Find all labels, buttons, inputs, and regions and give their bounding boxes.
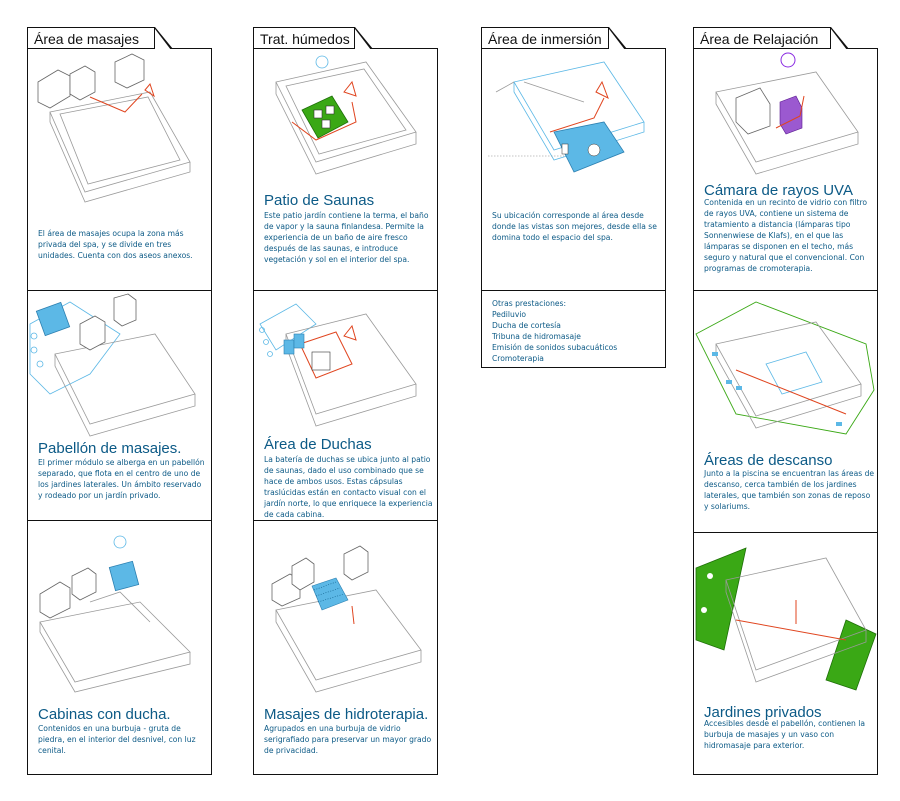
patio-text: Este patio jardín contiene la terma, el baño de vapor y la sauna finlandesa. Permite la experiencia de un baño de aire fresco después de las saunas, e introduce vegetación y sol en el interior del spa. [264,211,429,264]
divider [253,520,438,521]
divider [693,532,878,533]
divider [27,520,212,521]
descanso-title: Áreas de descanso [704,452,833,469]
otras-item: Tribuna de hidromasaje [492,332,581,341]
descanso-text: Junto a la piscina se encuentran las áreas de descanso, cerca también de los jardines laterales, que también son zonas de reposo y solariums. [704,469,875,511]
uva-drawing [696,52,876,192]
patio-title: Patio de Saunas [264,192,375,209]
uva-title: Cámara de rayos UVA [704,182,853,199]
divider [253,290,438,291]
divider [27,290,212,291]
otras-header: Otras prestaciones: [492,299,567,308]
divider [481,290,666,291]
hidro-title: Masajes de hidroterapia. [264,706,429,723]
hidroterapia-drawing [256,540,436,690]
descanso-drawing [696,294,876,444]
jardines-text: Accesibles desde el pabellón, contienen la burbuja de masajes y un vaso con hidromasaje para exterior. [704,719,866,750]
duchas-title: Área de Duchas [264,436,372,453]
masajes-intro-text: El área de masajes ocupa la zona más privada del spa, y se divide en tres unidades. Cuenta con dos aseos anexos. [38,229,193,260]
hidro-text: Agrupados en una burbuja de vidrio serigrafiado para preservar un mayor grado de privacidad. [264,724,432,755]
tab-label: Área de masajes [34,31,140,47]
jardines-drawing [696,540,876,700]
otras-item: Pediluvio [492,310,527,319]
tab-label: Área de inmersión [488,31,602,47]
tab-label: Trat. húmedos [260,31,350,47]
inmersion-drawing [484,52,664,202]
jardines-title: Jardines privados [704,704,822,721]
tab-area-relajacion [693,27,831,49]
divider [693,290,878,291]
otras-prestaciones [492,298,662,364]
tab-trat-humedos [253,27,355,49]
duchas-text: La batería de duchas se ubica junto al patio de saunas, dado el uso combinado que se hace de ambos usos. Estas cápsulas traslúcidas están en contacto visual con el jardín norte, lo que enriquece la experiencia de cada cabina. [264,455,433,519]
pabellon-drawing [30,294,210,434]
cabinas-drawing [30,532,210,692]
otras-item: Cromoterapia [492,354,544,363]
pabellon-title: Pabellón de masajes. [38,440,182,457]
uva-text: Contenida en un recinto de vidrio con filtro de rayos UVA, contiene un sistema de tratamiento a distancia (lámparas tipo Sonnenwiese de Klafs), en el que las lámparas se disponen en el techo, más seguro y natural que el convencional. Con programas de cromoterapia. [704,198,868,273]
cabinas-text: Contenidos en una burbuja - gruta de piedra, en el interior del desnivel, con luz cenital. [38,724,196,755]
masajes-plan-drawing [30,52,210,212]
inmersion-text: Su ubicación corresponde al área desde donde las vistas son mejores, desde ella se domina todo el espacio del spa. [492,211,657,242]
duchas-drawing [256,294,436,434]
otras-item: Emisión de sonidos subacuáticos [492,343,618,352]
tab-area-masajes [27,27,155,49]
cabinas-title: Cabinas con ducha. [38,706,171,723]
tab-label: Área de Relajación [700,31,819,47]
pabellon-text: El primer módulo se alberga en un pabellón separado, que flota en el centro de uno de los jardines laterales. Un ámbito reservado y rodeado por un jardín privado. [38,458,205,500]
patio-saunas-drawing [256,52,436,192]
otras-item: Ducha de cortesía [492,321,561,330]
tab-area-inmersion [481,27,609,49]
